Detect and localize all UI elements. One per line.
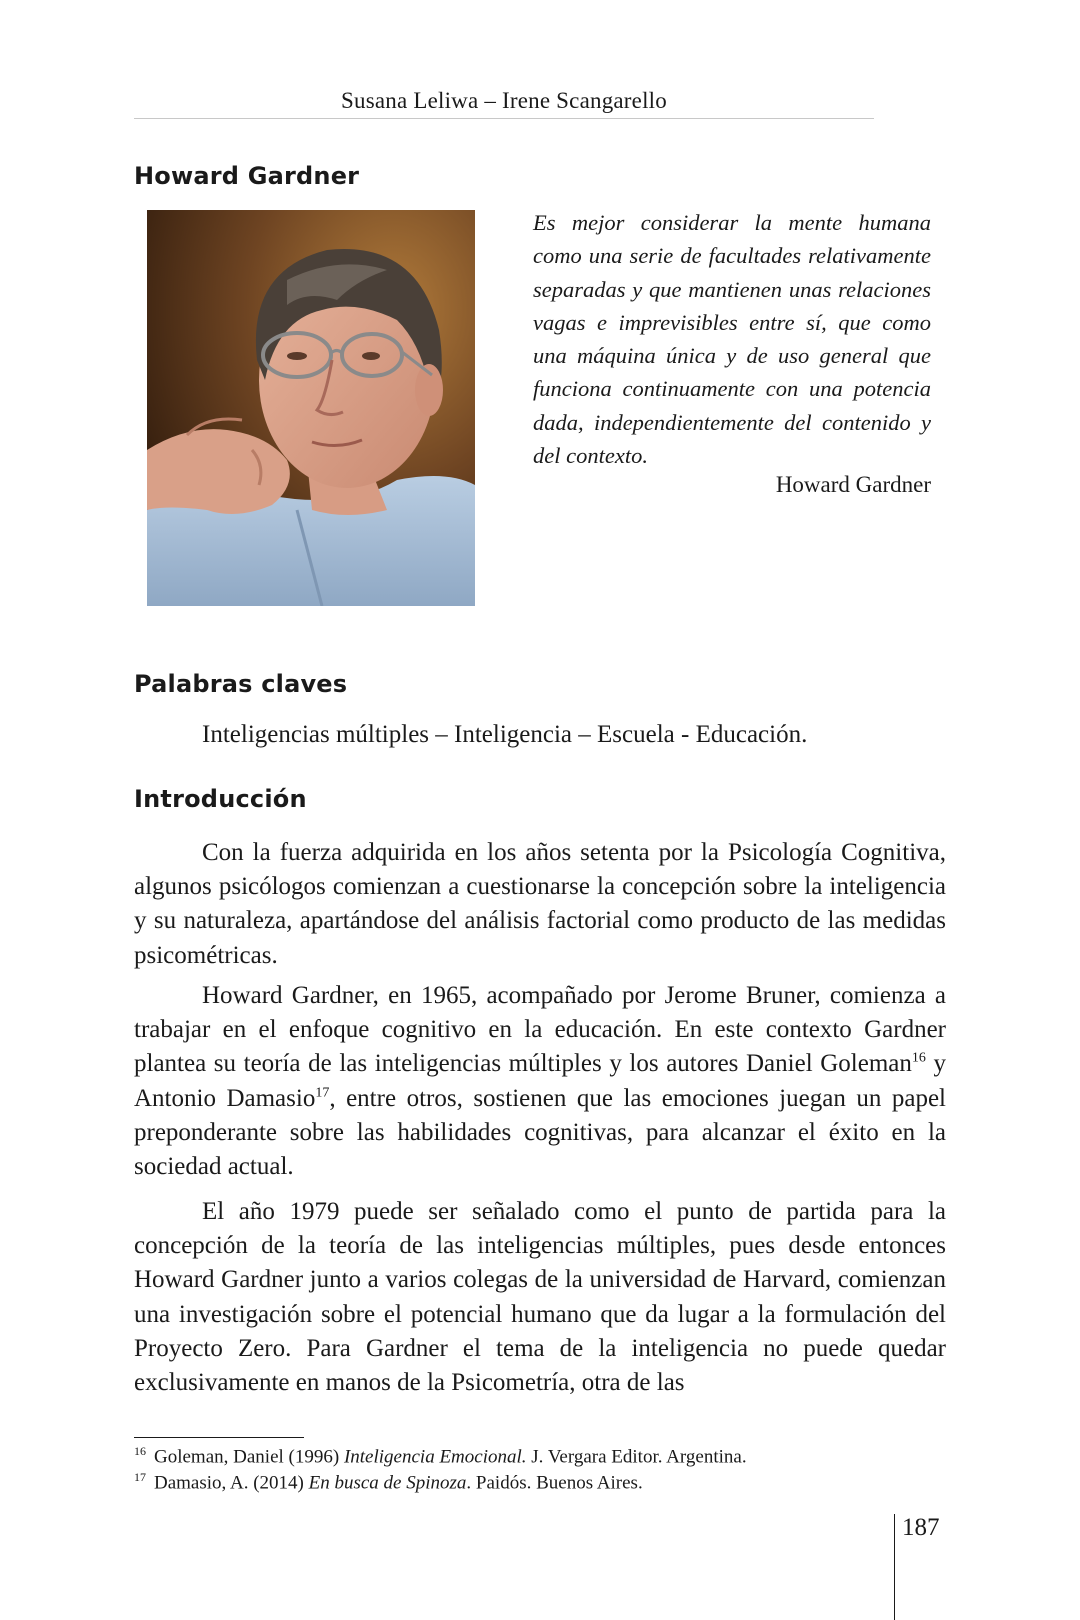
page-number: 187 <box>902 1514 940 1541</box>
footnote-title: Inteligencia Emocional. <box>343 1446 527 1468</box>
footnote-text: . Paidós. Buenos Aires. <box>466 1472 643 1494</box>
portrait-illustration <box>147 210 475 606</box>
paragraph-3: El año 1979 puede ser señalado como el punto de partida para la concepción de la teoría de las inteligencias múltiples, pues desde entonces Howard Gardner junto a varios colegas de la universidad de Harvard, comienzan una investigación sobre el potencial humano que da lugar a la formulación del Proyecto Zero. Para Gardner el tema de la inteligencia no puede quedar exclusivamente en manos de la Psicometría, otra de las <box>134 1198 946 1397</box>
footnote-16 <box>134 1444 747 1468</box>
epigraph-author: Howard Gardner <box>775 472 931 497</box>
footnote-number: 16 <box>134 1444 146 1458</box>
footnote-ref-17[interactable]: 17 <box>315 1085 330 1101</box>
footnote-ref-16[interactable]: 16 <box>911 1051 926 1067</box>
footnote-17 <box>134 1470 643 1494</box>
footnote-text: Goleman, Daniel (1996) <box>154 1446 344 1468</box>
footnote-title: En busca de Spinoza <box>308 1472 467 1494</box>
paragraph-2 <box>134 979 946 1184</box>
paragraph-1: Con la fuerza adquirida en los años setenta por la Psicología Cognitiva, algunos psicólogos comienzan a cuestionarse la concepción sobre la inteligencia y su naturaleza, apartándose del análisis factorial como producto de las medidas psicométricas. <box>134 839 946 969</box>
running-head: Susana Leliwa – Irene Scangarello <box>341 88 667 113</box>
section-title-howard-gardner: Howard Gardner <box>134 162 360 190</box>
paragraph-2-part-c: , entre otros, sostienen que las emociones juegan un papel preponderante sobre las habilidades cognitivas, para alcanzar el éxito en la sociedad actual. <box>134 1084 946 1181</box>
introduction-title: Introducción <box>134 785 307 813</box>
keywords-title: Palabras claves <box>134 670 348 698</box>
footnote-number: 17 <box>134 1470 146 1484</box>
keywords-list: Inteligencias múltiples – Inteligencia – Escuela - Educación. <box>202 721 808 748</box>
portrait-photo <box>147 210 475 606</box>
footnote-divider <box>134 1437 304 1438</box>
paragraph-2-part-a: Howard Gardner, en 1965, acompañado por Jerome Bruner, comienza a trabajar en el enfoque cognitivo en la educación. En este contexto Gardner plantea su teoría de las inteligencias múltiples y los autores Daniel Goleman <box>134 982 946 1078</box>
header-divider <box>134 118 874 119</box>
epigraph-quote: Es mejor considerar la mente humana como una serie de facultades relativamente separadas y que mantienen unas relaciones vagas e imprevisibles entre sí, que como una máquina única y de uso general que funciona continuamente con una potencia dada, independientemente del contenido y del contexto. <box>533 210 931 469</box>
paragraph-2-part-b: y Antonio Damasio <box>134 1050 946 1112</box>
footnote-text: J. Vergara Editor. Argentina. <box>526 1446 747 1468</box>
footnote-text: Damasio, A. (2014) <box>154 1472 309 1494</box>
page-number-rule <box>894 1514 895 1620</box>
